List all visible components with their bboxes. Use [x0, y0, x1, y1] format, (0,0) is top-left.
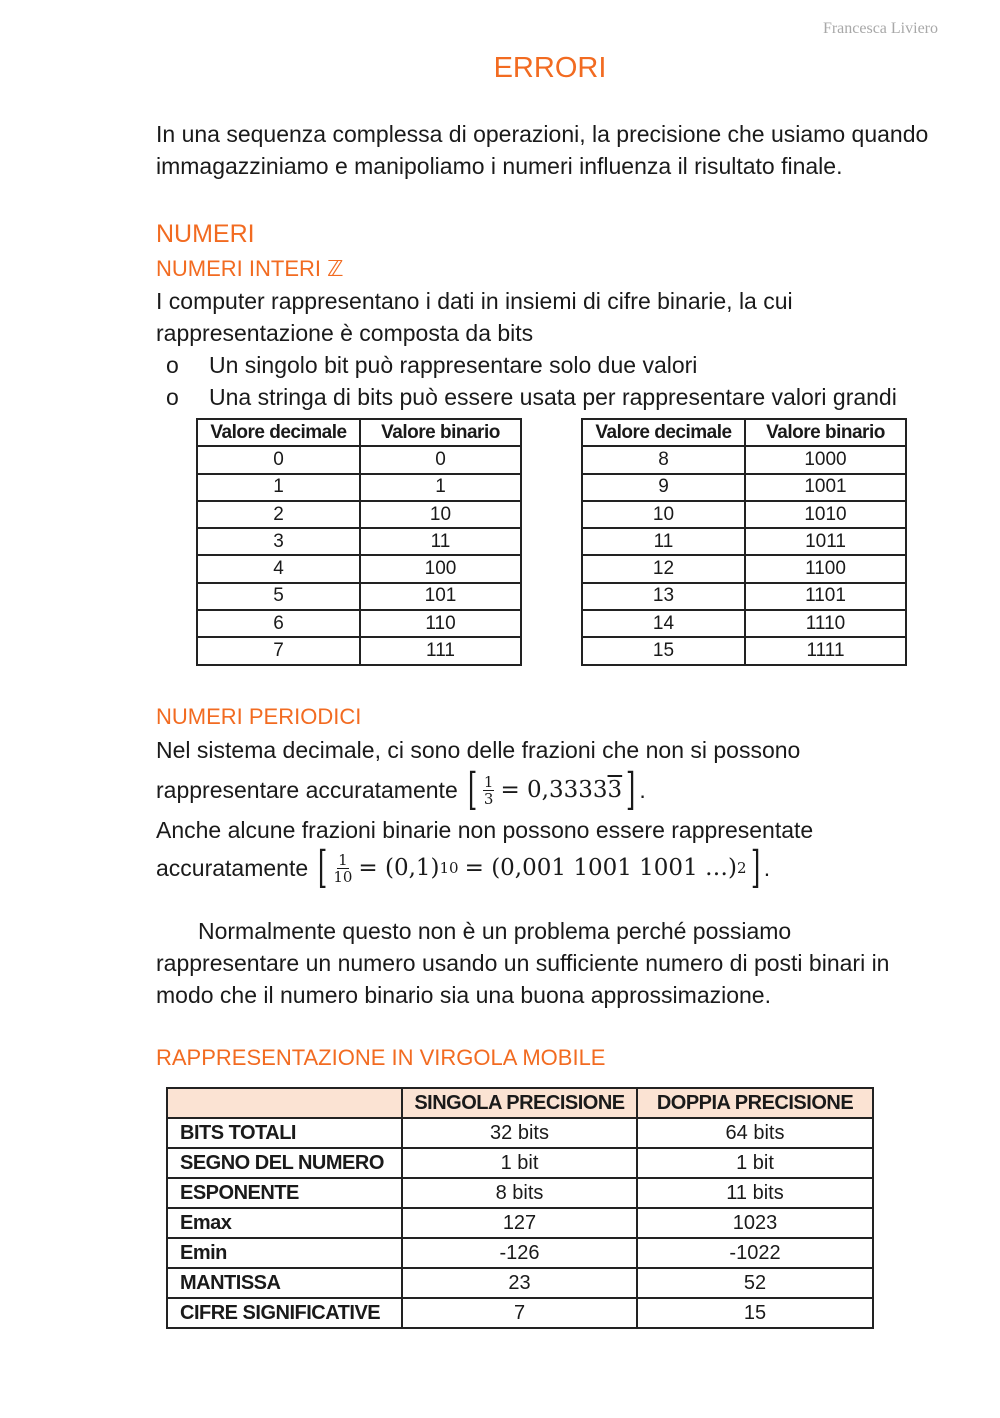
table-header: SINGOLA PRECISIONE: [402, 1088, 637, 1118]
eq-lead-text: rappresentare accuratamente: [156, 777, 458, 803]
decimal-cell: 3: [197, 528, 360, 555]
decimal-cell: 4: [197, 555, 360, 582]
paragraph-line: Normalmente questo non è un problema perché possiamo: [198, 918, 792, 944]
binary-cell: 1110: [745, 610, 906, 637]
intro-paragraph: [156, 118, 928, 182]
value-cell: 15: [637, 1298, 873, 1328]
table-row: [582, 555, 906, 582]
binary-cell: 110: [360, 610, 521, 637]
table-row: [167, 1298, 873, 1328]
periodici-paragraph-2: [156, 915, 889, 1011]
table-row: [197, 637, 521, 664]
paragraph-line: modo che il numero binario sia una buona approssimazione.: [156, 982, 771, 1008]
value-cell: 1 bit: [402, 1148, 637, 1178]
value-cell: 52: [637, 1268, 873, 1298]
row-label: MANTISSA: [167, 1268, 402, 1298]
binary-cell: 11: [360, 528, 521, 555]
periodici-line: Nel sistema decimale, ci sono delle frazioni che non si possono: [156, 737, 801, 763]
table-header: [167, 1088, 402, 1118]
list-item: [166, 381, 897, 413]
bullet-text: Un singolo bit può rappresentare solo due valori: [209, 352, 698, 378]
binary-cell: 1: [360, 474, 521, 501]
table-header: Valore binario: [360, 419, 521, 446]
periodici-equation-2: accuratamente [ $\frac{1}{10}$ = (0,1) 10 = (0,001 1001 1001 …) 2 ] .: [156, 842, 771, 893]
table-row: [582, 528, 906, 555]
decimal-cell: 9: [582, 474, 745, 501]
periodici-equation-1: rappresentare accuratamente [ $\frac{1}{3}$ = 0,3333 3 ] .: [156, 764, 646, 815]
decimal-cell: 10: [582, 501, 745, 528]
bullet-text: Una stringa di bits può essere usata per rappresentare valori grandi: [209, 384, 897, 410]
paragraph-line: rappresentare un numero usando un sufficiente numero di posti binari in: [156, 950, 890, 976]
interi-line: I computer rappresentano i dati in insiemi di cifre binarie, la cui: [156, 288, 793, 314]
table-row: [197, 446, 521, 473]
table-header: Valore decimale: [197, 419, 360, 446]
decimal-cell: 6: [197, 610, 360, 637]
binary-cell: 101: [360, 583, 521, 610]
left-bracket: [: [318, 842, 328, 893]
table-row: [167, 1148, 873, 1178]
table-row: [582, 474, 906, 501]
table-row: [197, 474, 521, 501]
right-bracket: ]: [750, 842, 760, 893]
table-row: [167, 1178, 873, 1208]
row-label: CIFRE SIGNIFICATIVE: [167, 1298, 402, 1328]
table-row: [197, 610, 521, 637]
decimal-cell: 12: [582, 555, 745, 582]
decimal-cell: 7: [197, 637, 360, 664]
left-bracket: [: [467, 764, 478, 815]
binary-cell: 111: [360, 637, 521, 664]
binary-cell: 1111: [745, 637, 906, 664]
fraction: $\frac{1}{3}$: [483, 772, 494, 808]
binary-table-left: [196, 418, 522, 666]
row-label: Emax: [167, 1208, 402, 1238]
table-row: [197, 583, 521, 610]
decimal-cell: 11: [582, 528, 745, 555]
decimal-cell: 14: [582, 610, 745, 637]
binary-cell: 1001: [745, 474, 906, 501]
row-label: ESPONENTE: [167, 1178, 402, 1208]
list-item: [166, 349, 897, 381]
interi-line: rappresentazione è composta da bits: [156, 320, 534, 346]
value-cell: 8 bits: [402, 1178, 637, 1208]
row-label: Emin: [167, 1238, 402, 1268]
decimal-cell: 13: [582, 583, 745, 610]
value-cell: 32 bits: [402, 1118, 637, 1148]
repeating-digit: 3: [607, 777, 623, 803]
bullet-marker: o: [166, 352, 179, 378]
table-row: [582, 446, 906, 473]
row-label: SEGNO DEL NUMERO: [167, 1148, 402, 1178]
intro-line: immagazziniamo e manipoliamo i numeri influenza il risultato finale.: [156, 153, 843, 179]
interi-paragraph: [156, 285, 793, 349]
table-row: [582, 637, 906, 664]
binary-cell: 1010: [745, 501, 906, 528]
table-row: [197, 501, 521, 528]
value-cell: 1023: [637, 1208, 873, 1238]
decimal-cell: 2: [197, 501, 360, 528]
table-header: DOPPIA PRECISIONE: [637, 1088, 873, 1118]
binary-cell: 1100: [745, 555, 906, 582]
bullet-marker: o: [166, 384, 179, 410]
decimal-cell: 1: [197, 474, 360, 501]
table-row: [582, 583, 906, 610]
floating-point-table: [166, 1087, 874, 1329]
binary-cell: 0: [360, 446, 521, 473]
table-row: [167, 1238, 873, 1268]
decimal-cell: 0: [197, 446, 360, 473]
eq-lead-text: accuratamente: [156, 855, 309, 881]
table-row: [582, 501, 906, 528]
table-row: [167, 1118, 873, 1148]
row-label: BITS TOTALI: [167, 1118, 402, 1148]
value-cell: 1 bit: [637, 1148, 873, 1178]
subsection-heading-virgola-mobile: RAPPRESENTAZIONE IN VIRGOLA MOBILE: [156, 1045, 606, 1070]
table-row: [197, 555, 521, 582]
decimal-cell: 8: [582, 446, 745, 473]
table-header: Valore decimale: [582, 419, 745, 446]
table-row: [197, 528, 521, 555]
table-row: [167, 1268, 873, 1298]
value-cell: -1022: [637, 1238, 873, 1268]
section-heading-numeri: NUMERI: [156, 220, 255, 248]
binary-cell: 100: [360, 555, 521, 582]
periodici-line: Anche alcune frazioni binarie non possono essere rappresentate: [156, 817, 814, 843]
value-cell: 23: [402, 1268, 637, 1298]
binary-table-right: [581, 418, 907, 666]
fraction: $\frac{1}{10}$: [333, 850, 353, 886]
decimal-cell: 15: [582, 637, 745, 664]
binary-cell: 1011: [745, 528, 906, 555]
page-title: ERRORI: [493, 52, 607, 84]
subsection-heading-interi: NUMERI INTERI ℤ: [156, 256, 344, 281]
subsection-heading-periodici: NUMERI PERIODICI: [156, 704, 362, 729]
right-bracket: ]: [626, 764, 636, 815]
binary-cell: 1101: [745, 583, 906, 610]
intro-line: In una sequenza complessa di operazioni, la precisione che usiamo quando: [156, 121, 929, 147]
value-cell: 11 bits: [637, 1178, 873, 1208]
table-header: Valore binario: [745, 419, 906, 446]
value-cell: -126: [402, 1238, 637, 1268]
value-cell: 127: [402, 1208, 637, 1238]
value-cell: 64 bits: [637, 1118, 873, 1148]
table-row: [582, 610, 906, 637]
decimal-cell: 5: [197, 583, 360, 610]
author-name: Francesca Liviero: [822, 20, 938, 37]
table-row: [167, 1208, 873, 1238]
value-cell: 7: [402, 1298, 637, 1328]
binary-cell: 10: [360, 501, 521, 528]
bullet-list: [166, 349, 897, 413]
binary-cell: 1000: [745, 446, 906, 473]
